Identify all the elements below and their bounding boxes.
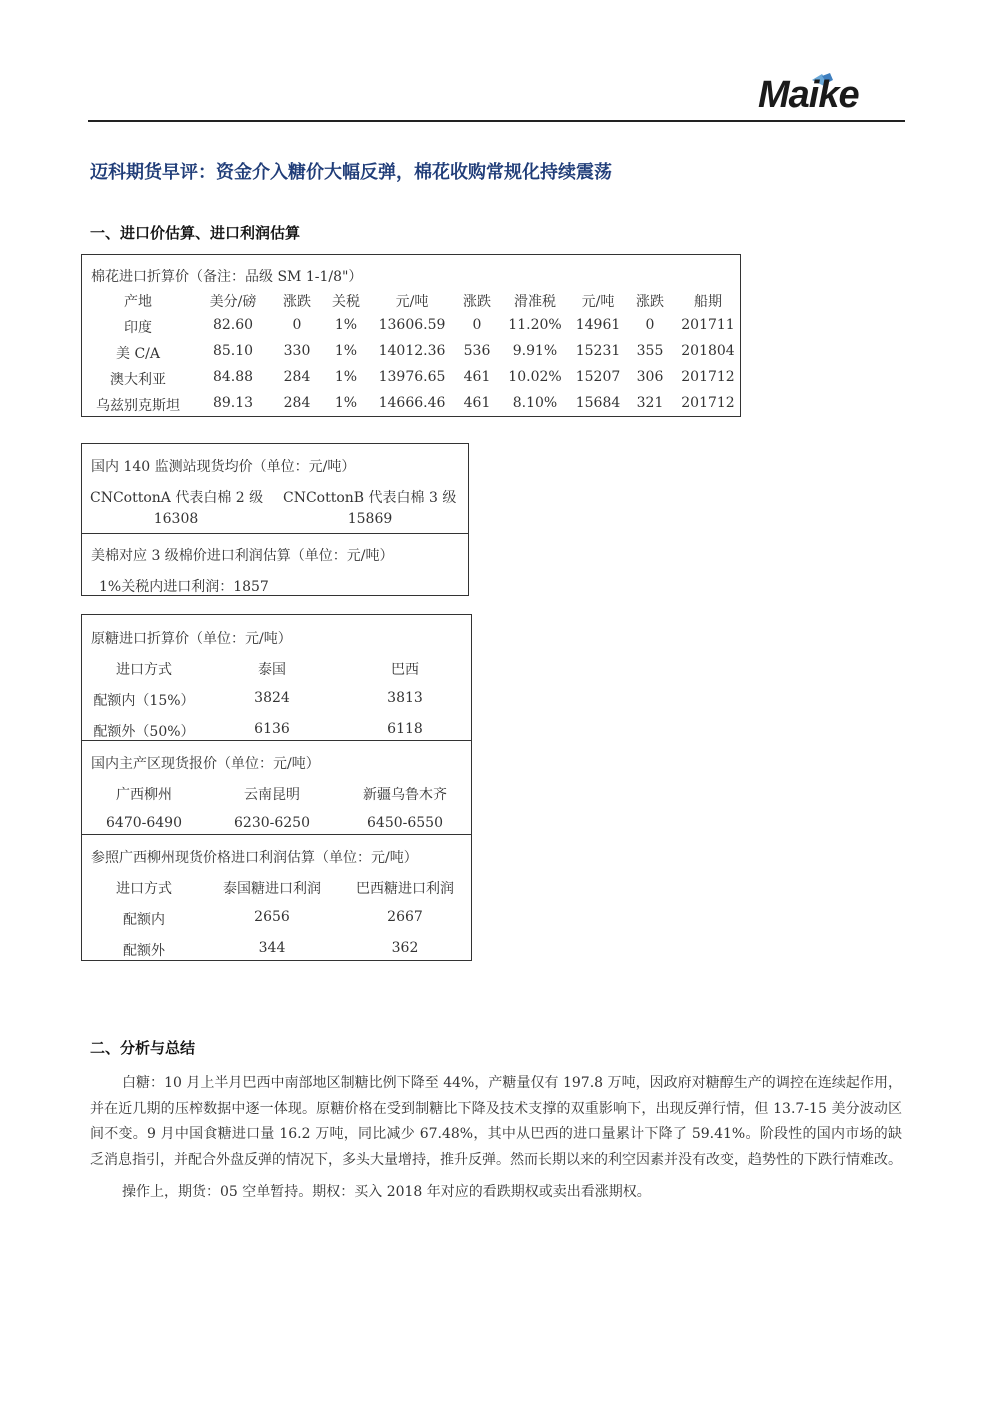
table-cell: 201711 bbox=[681, 317, 735, 333]
table-cell: 15684 bbox=[575, 395, 621, 411]
table-cell: 284 bbox=[283, 369, 311, 385]
table-cell: 201712 bbox=[681, 395, 735, 411]
table-cell: 84.88 bbox=[212, 369, 254, 385]
column-header: 涨跌 bbox=[636, 294, 664, 310]
column-header: 泰国 bbox=[258, 662, 286, 678]
column-header: 新疆乌鲁木齐 bbox=[363, 787, 447, 803]
column-header: 涨跌 bbox=[283, 294, 311, 310]
table-cell: 306 bbox=[636, 369, 664, 385]
table-cell: 536 bbox=[463, 343, 491, 359]
column-header: 涨跌 bbox=[463, 294, 491, 310]
table-cell: 印度 bbox=[124, 320, 152, 336]
table-cell: 9.91% bbox=[512, 343, 558, 359]
sugar-spot-caption: 国内主产区现货报价（单位：元/吨） bbox=[91, 756, 320, 772]
table-divider bbox=[82, 740, 471, 741]
analysis-paragraph: 白糖：10 月上半月巴西中南部地区制糖比例下降至 44%，产糖量仅有 197.8 万吨，因政府对糖醇生产的调控在连续起作用，并在近几期的压榨数据中逐一体现。原糖价格在受到制糖比下降及技术支撑的双重影响下，出现反弹行情，但 13.7-15 美分波动区间不变。9 月中国食糖进口量 16.2 万吨，同比减少 67.48%，其中从巴西的进口量累计下降了 59.41%。阶段性的国内市场的缺乏消息指引，并配合外盘反弹的情况下，多头大量增持，推升反弹。然而长期以来的利空因素并没有改变，趋势性的下跌行情难改。 bbox=[90, 1075, 902, 1168]
column-header: 滑准税 bbox=[514, 294, 556, 310]
table-cell: 2656 bbox=[254, 909, 290, 925]
sugar-tables bbox=[81, 614, 472, 961]
analysis-paragraph: 操作上，期货：05 空单暂持。期权：买入 2018 年对应的看跌期权或卖出看涨期权。 bbox=[122, 1184, 651, 1200]
table-divider bbox=[82, 834, 471, 835]
table-cell: 3824 bbox=[254, 690, 290, 706]
table-cell: 344 bbox=[258, 940, 286, 956]
table-cell: 配额内 bbox=[123, 912, 165, 928]
table-cell: 13606.59 bbox=[378, 317, 446, 333]
column-header: 泰国糖进口利润 bbox=[223, 881, 321, 897]
table-cell: 1% bbox=[334, 369, 358, 385]
table-cell: 14012.36 bbox=[378, 343, 446, 359]
table-cell: 2667 bbox=[387, 909, 423, 925]
column-header: 云南昆明 bbox=[244, 787, 300, 803]
column-header: 产地 bbox=[124, 294, 152, 310]
table-cell: 6118 bbox=[387, 721, 423, 737]
column-header: 关税 bbox=[332, 294, 360, 310]
table-divider bbox=[82, 533, 468, 534]
table-cell: 澳大利亚 bbox=[110, 372, 166, 388]
table-cell: 0 bbox=[645, 317, 655, 333]
table-cell: 85.10 bbox=[212, 343, 254, 359]
table-caption: 国内 140 监测站现货均价（单位：元/吨） bbox=[91, 459, 356, 475]
profit-value: 1%关税内进口利润：1857 bbox=[99, 579, 269, 595]
table-cell: 15231 bbox=[575, 343, 621, 359]
table-cell: 美 C/A bbox=[116, 346, 160, 362]
table-cell: 14666.46 bbox=[378, 395, 446, 411]
table-cell: 1% bbox=[334, 343, 358, 359]
table-cell: 11.20% bbox=[508, 317, 562, 333]
table-cell: 284 bbox=[283, 395, 311, 411]
sugar-import-caption: 原糖进口折算价（单位：元/吨） bbox=[91, 631, 292, 647]
analysis-body bbox=[90, 1071, 902, 1206]
section-heading-analysis: 二、分析与总结 bbox=[90, 1039, 196, 1057]
table-cell: 10.02% bbox=[508, 369, 562, 385]
column-header: 元/吨 bbox=[581, 294, 615, 310]
table-cell: 201712 bbox=[681, 369, 735, 385]
column-header: 广西柳州 bbox=[116, 787, 172, 803]
table-cell: 201804 bbox=[681, 343, 735, 359]
table-cell: 1% bbox=[334, 395, 358, 411]
table-cell: 321 bbox=[636, 395, 664, 411]
table-cell: 0 bbox=[292, 317, 302, 333]
column-header: 进口方式 bbox=[116, 662, 172, 678]
table-cell: 82.60 bbox=[212, 317, 254, 333]
column-header: 美分/磅 bbox=[209, 294, 257, 310]
header-divider bbox=[88, 120, 905, 122]
page-title: 迈科期货早评：资金介入糖价大幅反弹，棉花收购常规化持续震荡 bbox=[90, 162, 612, 183]
table-cell: 362 bbox=[391, 940, 419, 956]
table-cell: 89.13 bbox=[212, 395, 254, 411]
table-cell: 1% bbox=[334, 317, 358, 333]
cotton-import-table bbox=[81, 254, 741, 417]
column-header: 进口方式 bbox=[116, 881, 172, 897]
table-cell: 0 bbox=[472, 317, 482, 333]
cncotton-b-label: CNCottonB 代表白棉 3 级 bbox=[283, 490, 457, 506]
cotton-domestic-table bbox=[81, 443, 469, 596]
table-cell: 6450-6550 bbox=[367, 815, 443, 831]
cncotton-a-value: 16308 bbox=[153, 511, 199, 527]
company-logo bbox=[750, 70, 890, 118]
table-cell: 15207 bbox=[575, 369, 621, 385]
column-header: 船期 bbox=[694, 294, 722, 310]
table-cell: 8.10% bbox=[512, 395, 558, 411]
column-header: 元/吨 bbox=[395, 294, 429, 310]
profit-caption: 美棉对应 3 级棉价进口利润估算（单位：元/吨） bbox=[91, 548, 394, 564]
table-cell: 3813 bbox=[387, 690, 423, 706]
column-header: 巴西糖进口利润 bbox=[356, 881, 454, 897]
table-cell: 330 bbox=[283, 343, 311, 359]
table-cell: 配额外（50%） bbox=[93, 724, 195, 740]
table-cell: 461 bbox=[463, 369, 491, 385]
table-caption: 棉花进口折算价（备注：品级 SM 1-1/8"） bbox=[91, 269, 363, 285]
logo-text: Maike bbox=[758, 74, 859, 116]
table-cell: 配额内（15%） bbox=[93, 693, 195, 709]
table-cell: 355 bbox=[636, 343, 664, 359]
table-cell: 6230-6250 bbox=[234, 815, 310, 831]
table-cell: 乌兹别克斯坦 bbox=[96, 398, 180, 414]
cncotton-a-label: CNCottonA 代表白棉 2 级 bbox=[90, 490, 264, 506]
sugar-profit-caption: 参照广西柳州现货价格进口利润估算（单位：元/吨） bbox=[91, 850, 418, 866]
table-cell: 14961 bbox=[575, 317, 621, 333]
cncotton-b-value: 15869 bbox=[347, 511, 393, 527]
table-cell: 6136 bbox=[254, 721, 290, 737]
section-heading-import: 一、进口价估算、进口利润估算 bbox=[90, 224, 301, 242]
table-cell: 461 bbox=[463, 395, 491, 411]
column-header: 巴西 bbox=[391, 662, 419, 678]
table-cell: 13976.65 bbox=[378, 369, 446, 385]
table-cell: 6470-6490 bbox=[106, 815, 182, 831]
table-cell: 配额外 bbox=[123, 943, 165, 959]
